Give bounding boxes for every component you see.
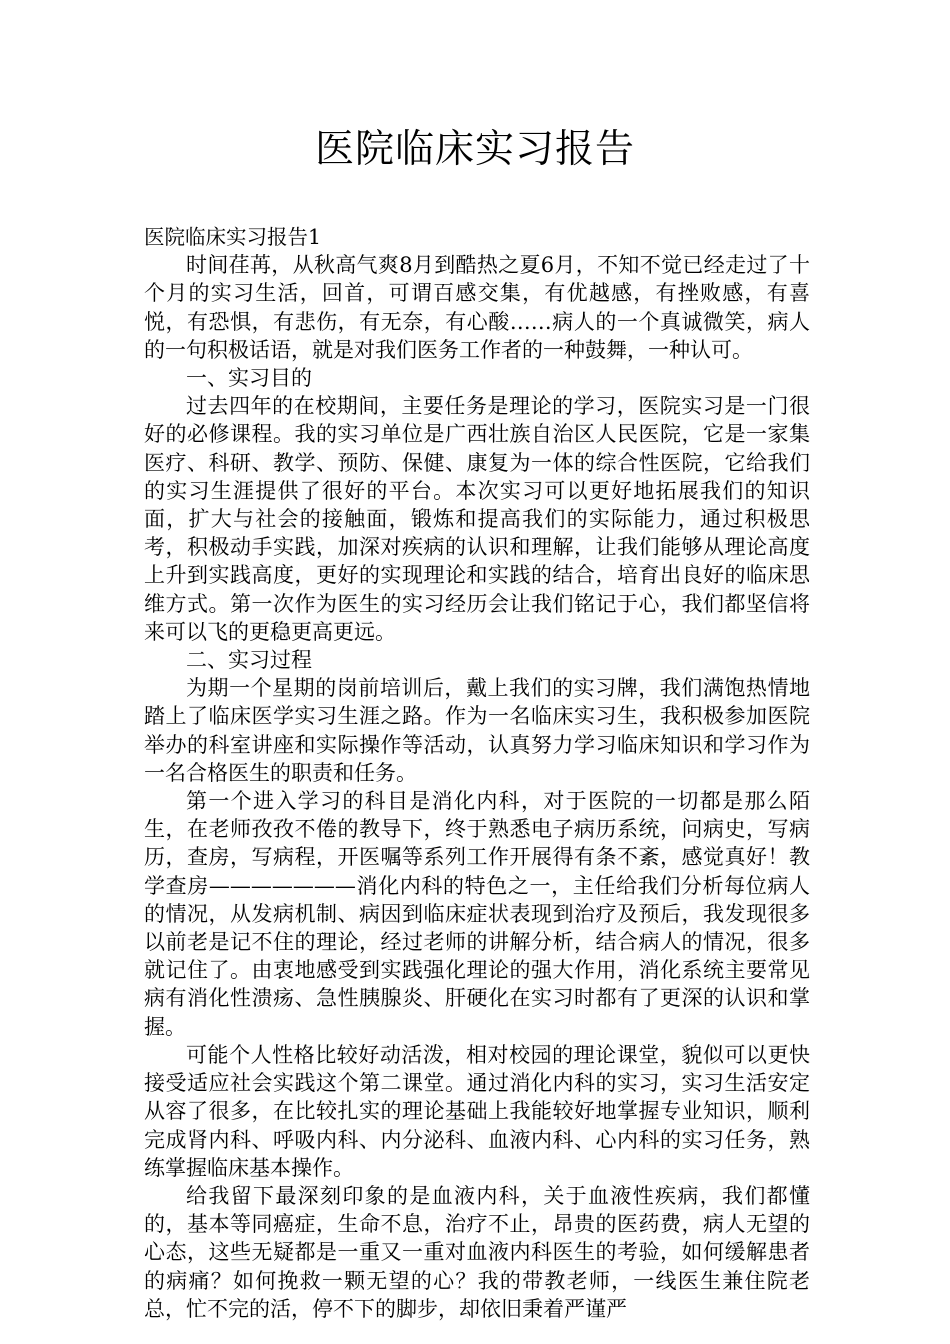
paragraph-training: 为期一个星期的岗前培训后，戴上我们的实习牌，我们满饱热情地踏上了临床医学实习生涯之路。作为一名临床实习生，我积极参加医院举办的科室讲座和实际操作等活动，认真努力学习临床知识和学习作为一名合格医生的职责和任务。 bbox=[144, 676, 810, 785]
paragraph-personality: 可能个人性格比较好动活泼，相对校园的理论课堂，貌似可以更快接受适应社会实践这个第二课堂。通过消化内科的实习，实习生活安定从容了很多，在比较扎实的理论基础上我能较好地掌握专业知识，顺利完成肾内科、呼吸内科、内分泌科、血液内科、心内科的实习任务，熟练掌握临床基本操作。 bbox=[144, 1042, 810, 1180]
report-subtitle: 医院临床实习报告1 bbox=[144, 225, 322, 249]
document-title: 医院临床实习报告 bbox=[314, 127, 635, 172]
document-body bbox=[144, 223, 810, 1323]
paragraph-intro: 时间荏苒，从秋高气爽8月到酷热之夏6月，不知不觉已经走过了十个月的实习生活，回首，可谓百感交集，有优越感，有挫败感，有喜悦，有恐惧，有悲伤，有无奈，有心酸……病人的一个真诚微笑，病人的一句积极话语，就是对我们医务工作者的一种鼓舞，一种认可。 bbox=[144, 253, 810, 362]
paragraph-hematology: 给我留下最深刻印象的是血液内科，关于血液性疾病，我们都懂的，基本等同癌症，生命不息，治疗不止，昂贵的医药费，病人无望的心态，这些无疑都是一重又一重对血液内科医生的考验，如何缓解患者的病痛？如何挽救一颗无望的心？我的带教老师，一线医生兼住院老总，忙不完的活，停不下的脚步，却依旧秉着严谨严 bbox=[144, 1183, 810, 1321]
paragraph-gastroenterology: 第一个进入学习的科目是消化内科，对于医院的一切都是那么陌生，在老师孜孜不倦的教导下，终于熟悉电子病历系统，问病史，写病历，查房，写病程，开医嘱等系列工作开展得有条不紊，感觉真好！教学查房———————消化内科的特色之一，主任给我们分析每位病人的情况，从发病机制、病因到临床症状表现到治疗及预后，我发现很多以前老是记不住的理论，经过老师的讲解分析，结合病人的情况，很多就记住了。由衷地感受到实践强化理论的强大作用，消化系统主要常见病有消化性溃疡、急性胰腺炎、肝硬化在实习时都有了更深的认识和掌握。 bbox=[144, 789, 810, 1039]
paragraph-purpose: 过去四年的在校期间，主要任务是理论的学习，医院实习是一门很好的必修课程。我的实习单位是广西壮族自治区人民医院，它是一家集医疗、科研、教学、预防、保健、康复为一体的综合性医院，它给我们的实习生涯提供了很好的平台。本次实习可以更好地拓展我们的知识面，扩大与社会的接触面，锻炼和提高我们的实际能力，通过积极思考，积极动手实践，加深对疾病的认识和理解，让我们能够从理论高度上升到实践高度，更好的实现理论和实践的结合，培育出良好的临床思维方式。第一次作为医生的实习经历会让我们铭记于心，我们都坚信将来可以飞的更稳更高更远。 bbox=[144, 394, 810, 644]
section-heading-process: 二、实习过程 bbox=[186, 648, 312, 673]
section-heading-purpose: 一、实习目的 bbox=[186, 366, 312, 391]
